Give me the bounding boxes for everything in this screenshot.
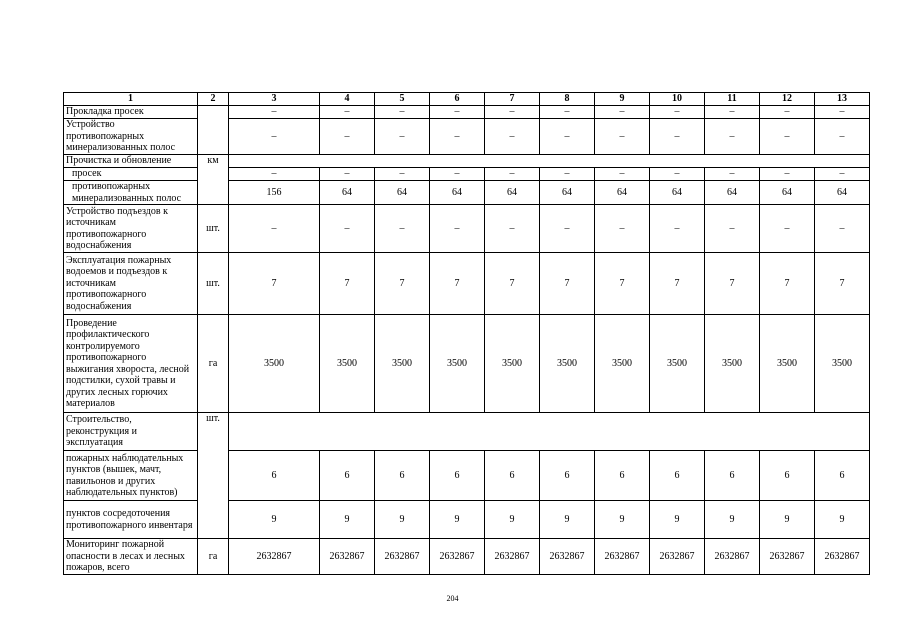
dash-cell: – bbox=[705, 205, 760, 253]
dash-cell: – bbox=[430, 106, 485, 119]
value-cell: 3500 bbox=[229, 315, 320, 413]
value-cell: 9 bbox=[705, 501, 760, 539]
value-cell: 3500 bbox=[375, 315, 430, 413]
unit-cell-empty bbox=[198, 106, 229, 155]
value-cell: 6 bbox=[375, 451, 430, 501]
value-cell: 6 bbox=[430, 451, 485, 501]
header-cell: 5 bbox=[375, 93, 430, 106]
unit-cell: шт. bbox=[198, 205, 229, 253]
dash-cell: – bbox=[760, 106, 815, 119]
value-cell: 6 bbox=[760, 451, 815, 501]
value-cell: 2632867 bbox=[705, 539, 760, 575]
value-cell: 6 bbox=[540, 451, 595, 501]
unit-cell: га bbox=[198, 539, 229, 575]
value-cell: 7 bbox=[760, 253, 815, 315]
table-row bbox=[64, 413, 870, 451]
unit-cell: га bbox=[198, 315, 229, 413]
value-cell: 2632867 bbox=[650, 539, 705, 575]
value-cell: 9 bbox=[430, 501, 485, 539]
value-cell: 7 bbox=[485, 253, 540, 315]
value-cell: 3500 bbox=[705, 315, 760, 413]
value-cell: 9 bbox=[320, 501, 375, 539]
row-label: Строительство, реконструкция и эксплуатация bbox=[64, 413, 198, 451]
page-number: 204 bbox=[446, 594, 459, 603]
value-cell: 6 bbox=[595, 451, 650, 501]
header-cell: 6 bbox=[430, 93, 485, 106]
dash-cell: – bbox=[375, 168, 430, 181]
value-cell: 2632867 bbox=[485, 539, 540, 575]
value-cell: 64 bbox=[485, 181, 540, 205]
dash-cell: – bbox=[650, 106, 705, 119]
table-row bbox=[64, 451, 870, 501]
table-row bbox=[64, 253, 870, 315]
dash-cell: – bbox=[229, 168, 320, 181]
value-cell: 2632867 bbox=[540, 539, 595, 575]
dash-cell: – bbox=[320, 119, 375, 155]
row-label: пунктов сосредоточения противопожарного инвентаря bbox=[64, 501, 198, 539]
dash-cell: – bbox=[815, 119, 870, 155]
dash-cell: – bbox=[650, 205, 705, 253]
dash-cell: – bbox=[705, 106, 760, 119]
value-cell: 64 bbox=[320, 181, 375, 205]
dash-cell: – bbox=[705, 119, 760, 155]
value-cell: 6 bbox=[229, 451, 320, 501]
value-cell: 6 bbox=[815, 451, 870, 501]
row-label: противопожарных минерализованных полос bbox=[64, 181, 198, 205]
dash-cell: – bbox=[815, 205, 870, 253]
value-cell: 7 bbox=[650, 253, 705, 315]
value-cell: 9 bbox=[760, 501, 815, 539]
dash-cell: – bbox=[430, 119, 485, 155]
value-cell: 9 bbox=[595, 501, 650, 539]
value-cell: 64 bbox=[595, 181, 650, 205]
value-cell: 3500 bbox=[815, 315, 870, 413]
dash-cell: – bbox=[229, 205, 320, 253]
table-body bbox=[64, 93, 870, 575]
value-cell: 6 bbox=[705, 451, 760, 501]
row-label: Эксплуатация пожарных водоемов и подъездов к источникам противопожарного водоснабжения bbox=[64, 253, 198, 315]
value-cell: 9 bbox=[540, 501, 595, 539]
value-cell: 64 bbox=[430, 181, 485, 205]
row-label: Проведение профилактического контролируемого противопожарного выжигания хвороста, лесной подстилки, сухой травы и других лесных горючих материалов bbox=[64, 315, 198, 413]
table-row bbox=[64, 315, 870, 413]
header-cell: 1 bbox=[64, 93, 198, 106]
header-cell: 12 bbox=[760, 93, 815, 106]
header-cell: 13 bbox=[815, 93, 870, 106]
row-label: Мониторинг пожарной опасности в лесах и лесных пожаров, всего bbox=[64, 539, 198, 575]
value-cell: 7 bbox=[705, 253, 760, 315]
dash-cell: – bbox=[485, 168, 540, 181]
dash-cell: – bbox=[320, 168, 375, 181]
dash-cell: – bbox=[540, 119, 595, 155]
header-cell: 7 bbox=[485, 93, 540, 106]
dash-cell: – bbox=[760, 119, 815, 155]
row-label: Устройство противопожарных минерализованных полос bbox=[64, 119, 198, 155]
value-cell: 2632867 bbox=[320, 539, 375, 575]
row-label: Устройство подъездов к источникам противопожарного водоснабжения bbox=[64, 205, 198, 253]
unit-cell: км bbox=[198, 155, 229, 205]
row-label: просек bbox=[64, 168, 198, 181]
header-cell: 11 bbox=[705, 93, 760, 106]
table-row bbox=[64, 539, 870, 575]
value-cell: 64 bbox=[705, 181, 760, 205]
dash-cell: – bbox=[229, 119, 320, 155]
value-cell: 3500 bbox=[540, 315, 595, 413]
dash-cell: – bbox=[375, 119, 430, 155]
header-cell: 9 bbox=[595, 93, 650, 106]
value-cell: 2632867 bbox=[229, 539, 320, 575]
dash-cell: – bbox=[485, 106, 540, 119]
value-cell: 7 bbox=[320, 253, 375, 315]
table-row bbox=[64, 181, 870, 205]
value-cell: 2632867 bbox=[430, 539, 485, 575]
value-cell: 64 bbox=[815, 181, 870, 205]
value-cell: 6 bbox=[320, 451, 375, 501]
value-cell: 2632867 bbox=[760, 539, 815, 575]
value-cell: 9 bbox=[375, 501, 430, 539]
row-label: Прочистка и обновление bbox=[64, 155, 198, 168]
dash-cell: – bbox=[650, 119, 705, 155]
row-label: Прокладка просек bbox=[64, 106, 198, 119]
dash-cell: – bbox=[650, 168, 705, 181]
dash-cell: – bbox=[485, 205, 540, 253]
table-row bbox=[64, 205, 870, 253]
dash-cell: – bbox=[595, 168, 650, 181]
unit-cell: шт. bbox=[198, 253, 229, 315]
value-cell: 2632867 bbox=[595, 539, 650, 575]
dash-cell: – bbox=[760, 205, 815, 253]
value-cell: 7 bbox=[229, 253, 320, 315]
dash-cell: – bbox=[375, 205, 430, 253]
value-cell: 7 bbox=[815, 253, 870, 315]
header-cell: 2 bbox=[198, 93, 229, 106]
dash-cell: – bbox=[815, 106, 870, 119]
value-cell: 9 bbox=[815, 501, 870, 539]
dash-cell: – bbox=[540, 168, 595, 181]
dash-cell: – bbox=[760, 168, 815, 181]
header-cell: 8 bbox=[540, 93, 595, 106]
dash-cell: – bbox=[320, 205, 375, 253]
value-cell: 6 bbox=[485, 451, 540, 501]
value-cell: 2632867 bbox=[375, 539, 430, 575]
value-cell: 64 bbox=[650, 181, 705, 205]
value-cell: 156 bbox=[229, 181, 320, 205]
table-row bbox=[64, 501, 870, 539]
header-cell: 3 bbox=[229, 93, 320, 106]
unit-cell: шт. bbox=[198, 413, 229, 539]
value-cell: 64 bbox=[375, 181, 430, 205]
empty-span-cell bbox=[229, 413, 870, 451]
value-cell: 7 bbox=[540, 253, 595, 315]
table-row bbox=[64, 168, 870, 181]
header-cell: 4 bbox=[320, 93, 375, 106]
dash-cell: – bbox=[485, 119, 540, 155]
empty-span-cell bbox=[229, 155, 870, 168]
dash-cell: – bbox=[540, 106, 595, 119]
value-cell: 2632867 bbox=[815, 539, 870, 575]
header-row bbox=[64, 93, 870, 106]
value-cell: 3500 bbox=[485, 315, 540, 413]
dash-cell: – bbox=[540, 205, 595, 253]
dash-cell: – bbox=[815, 168, 870, 181]
value-cell: 3500 bbox=[430, 315, 485, 413]
dash-cell: – bbox=[430, 205, 485, 253]
row-label: пожарных наблюдательных пунктов (вышек, мачт, павильонов и других наблюдательных пунктов) bbox=[64, 451, 198, 501]
dash-cell: – bbox=[705, 168, 760, 181]
value-cell: 9 bbox=[485, 501, 540, 539]
dash-cell: – bbox=[430, 168, 485, 181]
dash-cell: – bbox=[595, 205, 650, 253]
value-cell: 9 bbox=[229, 501, 320, 539]
dash-cell: – bbox=[320, 106, 375, 119]
value-cell: 7 bbox=[430, 253, 485, 315]
value-cell: 7 bbox=[595, 253, 650, 315]
value-cell: 64 bbox=[760, 181, 815, 205]
table-row bbox=[64, 119, 870, 155]
dash-cell: – bbox=[229, 106, 320, 119]
value-cell: 6 bbox=[650, 451, 705, 501]
value-cell: 64 bbox=[540, 181, 595, 205]
value-cell: 3500 bbox=[650, 315, 705, 413]
table-row bbox=[64, 155, 870, 168]
dash-cell: – bbox=[595, 106, 650, 119]
header-cell: 10 bbox=[650, 93, 705, 106]
table-row bbox=[64, 106, 870, 119]
dash-cell: – bbox=[375, 106, 430, 119]
value-cell: 3500 bbox=[595, 315, 650, 413]
value-cell: 7 bbox=[375, 253, 430, 315]
value-cell: 3500 bbox=[320, 315, 375, 413]
value-cell: 9 bbox=[650, 501, 705, 539]
value-cell: 3500 bbox=[760, 315, 815, 413]
dash-cell: – bbox=[595, 119, 650, 155]
forest-fire-measures-table bbox=[63, 92, 870, 575]
